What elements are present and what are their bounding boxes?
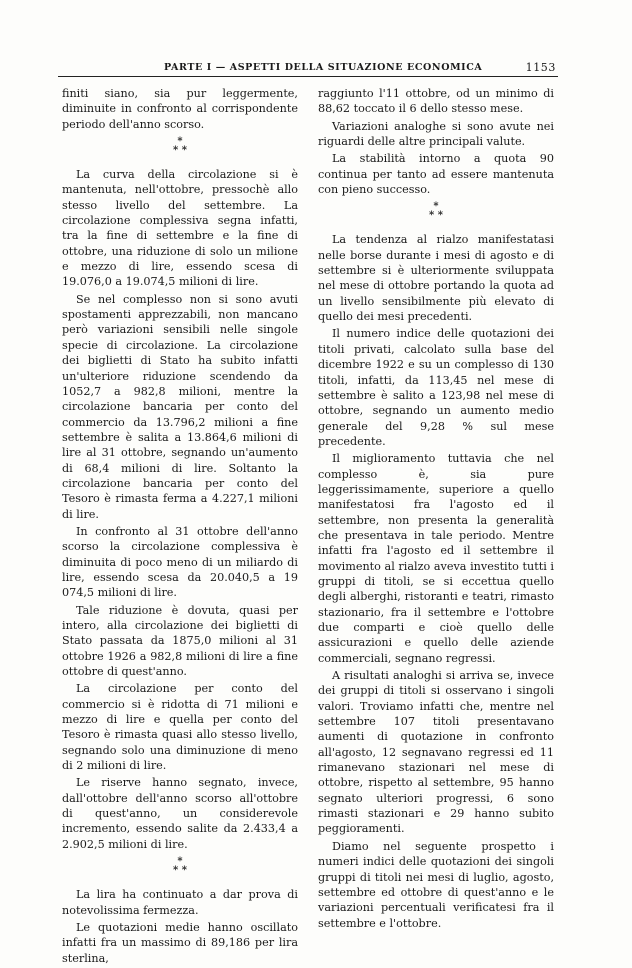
section-separator bbox=[318, 202, 554, 224]
paragraph: raggiunto l'11 ottobre, od un minimo di 88,62 toccato il 6 dello stesso mese. bbox=[318, 87, 554, 116]
paragraph: Diamo nel seguente prospetto i numeri indici delle quotazioni dei singoli gruppi di titoli nei mesi di luglio, agosto, settembre ed ottobre di quest'anno e le variazioni percentuali verificatesi fra il settembre e l'ottobre. bbox=[318, 839, 554, 930]
paragraph: Variazioni analoghe si sono avute nei riguardi delle altre principali valute. bbox=[318, 119, 554, 149]
paragraph: Il miglioramento tuttavia che nel complesso è, sia pure leggerissimamente, superiore a quello manifestatosi fra l'agosto ed il settembre, non presenta la generalità che presentava in tale periodo. Mentre infatti fra l'agosto ed il settembre il movimento al rialzo aveva investito tutti i gruppi di titoli, se si eccettua quello degli alberghi, ristoranti e teatri, rimasto stazionario, fra il settembre e l'ottobre due comparti e cioè quello delle assicurazioni e quello delle aziende commerciali, segnano regressi. bbox=[318, 452, 554, 665]
separator-top-star: * bbox=[433, 201, 439, 213]
left-column bbox=[62, 86, 298, 968]
paragraph: In confronto al 31 ottobre dell'anno scorso la circolazione complessiva è diminuita di poco meno di un miliardo di lire, essendo scesa da 20.040,5 a 19 074,5 milioni di lire. bbox=[62, 524, 298, 600]
page-number: 1153 bbox=[525, 61, 556, 74]
separator-bottom-stars: * * bbox=[173, 865, 187, 877]
right-column bbox=[318, 86, 554, 933]
paragraph: La stabilità intorno a quota 90 continua per tanto ad essere mantenuta con pieno successo. bbox=[318, 152, 554, 197]
paragraph: La curva della circolazione si è mantenuta, nell'ottobre, pressochè allo stesso livello del settembre. La circolazione complessiva segna infatti, tra la fine di settembre e la fine di ottobre, una riduzione di solo un milione e mezzo di lire, essendo scesa di 19.076,0 a 19.074,5 milioni di lire. bbox=[62, 168, 298, 289]
paragraph: Le riserve hanno segnato, invece, dall'ottobre dell'anno scorso all'ottobre di quest'anno, un considerevole incremento, essendo salite da 2.433,4 a 2.902,5 milioni di lire. bbox=[62, 776, 298, 851]
section-separator bbox=[62, 137, 298, 159]
header-rule bbox=[58, 76, 558, 77]
separator-top-star: * bbox=[177, 136, 183, 148]
paragraph: Se nel complesso non si sono avuti spostamenti apprezzabili, non mancano però variazioni sensibili nelle singole specie di circolazione. La circolazione dei biglietti di Stato ha subito infatti un'ulteriore riduzione scendendo da 1052,7 a 982,8 milioni, mentre la circolazione bancaria per conto del commercio da 13.796,2 milioni a fine settembre è salita a 13.864,6 milioni di lire al 31 ottobre, segnando un'aumento di 68,4 milioni di lire. Soltanto la circolazione bancaria per conto del Tesoro è rimasta ferma a 4.227,1 milioni di lire. bbox=[62, 292, 298, 521]
separator-bottom-stars: * * bbox=[173, 145, 187, 157]
paragraph: La tendenza al rialzo manifestatasi nelle borse durante i mesi di agosto e di settembre si è ulteriormente sviluppata nel mese di ottobre portando la quota ad un livello sensibilmente più elevato di quello dei mesi precedenti. bbox=[318, 233, 554, 324]
paragraph: La lira ha continuato a dar prova di notevolissima fermezza. bbox=[62, 888, 298, 917]
paragraph: Le quotazioni medie hanno oscillato infatti fra un massimo di 89,186 per lira sterlina, bbox=[62, 920, 298, 965]
paragraph: La circolazione per conto del commercio si è ridotta di 71 milioni e mezzo di lire e quella per conto del Tesoro è rimasta quasi allo stesso livello, segnando solo una diminuzione di meno di 2 milioni di lire. bbox=[62, 682, 298, 773]
section-separator bbox=[62, 857, 298, 879]
paragraph: Il numero indice delle quotazioni dei titoli privati, calcolato sulla base del dicembre 1922 e su un complesso di 130 titoli, infatti, da 113,45 nel mese di settembre è salito a 123,98 nel mese di ottobre, segnando un aumento medio generale del 9,28 % sul mese precedente. bbox=[318, 327, 554, 448]
running-header bbox=[58, 62, 556, 76]
separator-top-star: * bbox=[177, 856, 183, 868]
paragraph: Tale riduzione è dovuta, quasi per intero, alla circolazione dei biglietti di Stato passata da 1875,0 milioni al 31 ottobre 1926 a 982,8 milioni di lire a fine ottobre di quest'anno. bbox=[62, 603, 298, 679]
paragraph: A risultati analoghi si arriva se, invece dei gruppi di titoli si osservano i singoli valori. Troviamo infatti che, mentre nel settembre 107 titoli presentavano aumenti di quotazione in confronto all'agosto, 12 segnavano regressi ed 11 rimanevano stazionari nel mese di ottobre, rispetto al settembre, 95 hanno segnato ulteriori progressi, 6 sono rimasti stazionari e 29 hanno subito peggioramenti. bbox=[318, 669, 554, 836]
running-header-title: PARTE I — ASPETTI DELLA SITUAZIONE ECONOMICA bbox=[164, 62, 483, 73]
paragraph: finiti siano, sia pur leggermente, diminuite in confronto al corrispondente periodo dell'anno scorso. bbox=[62, 87, 298, 131]
separator-bottom-stars: * * bbox=[429, 210, 443, 222]
